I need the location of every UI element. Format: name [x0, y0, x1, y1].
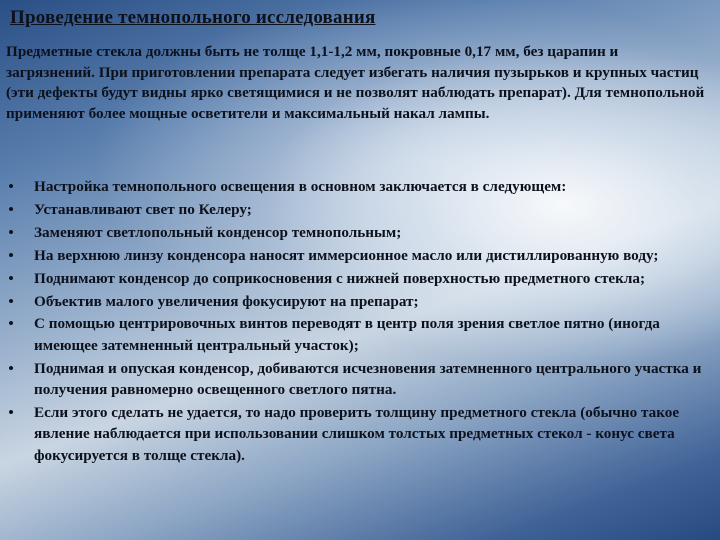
bullet-marker: •	[8, 223, 14, 241]
bullet-text: Объектив малого увеличения фокусируют на препарат;	[34, 292, 419, 310]
bullet-text: Заменяют светлопольный конденсор темнопольным;	[34, 223, 402, 241]
bullet-item	[6, 199, 714, 220]
bullet-item	[6, 245, 714, 266]
bullet-text: Настройка темнопольного освещения в основном заключается в следующем:	[34, 178, 567, 195]
bullet-text: Поднимая и опуская конденсор, добиваются исчезновения затемненного центрального участка и получения равномерно освещенного светлого пятна.	[34, 359, 702, 399]
bullet-item	[6, 402, 714, 466]
bullet-marker: •	[8, 359, 14, 377]
bullet-marker: •	[8, 292, 14, 310]
slide-title: Проведение темнопольного исследования	[10, 7, 376, 28]
bullet-item	[6, 313, 714, 356]
bullet-text: Если этого сделать не удается, то надо проверить толщину предметного стекла (обычно такое явление наблюдается при использовании слишком толстых предметных стекол - конус света фокусируется в толще стекла).	[34, 404, 680, 464]
bullet-item	[6, 176, 714, 197]
bullet-marker: •	[8, 269, 14, 287]
bullet-marker: •	[8, 200, 14, 218]
bullet-text: Устанавливают свет по Келеру;	[34, 200, 252, 218]
bullet-item	[6, 291, 714, 312]
bullet-text: С помощью центрировочных винтов переводят в центр поля зрения светлое пятно (иногда имеющее затемненный центральный участок);	[34, 315, 660, 354]
bullet-marker: •	[8, 404, 14, 422]
bullet-text: Поднимают конденсор до соприкосновения с нижней поверхностью предметного стекла;	[34, 269, 646, 287]
bullet-marker: •	[8, 178, 14, 195]
bullet-item	[6, 222, 714, 243]
bullet-marker: •	[8, 246, 14, 264]
intro-paragraph: Предметные стекла должны быть не толще 1,1-1,2 мм, покровные 0,17 мм, без царапин и загрязнений. При приготовлении препарата следует избегать наличия пузырьков и крупных частиц (эти дефекты будут видны ярко светящимися и не позволят наблюдать препарат). Для темнопольной применяют более мощные осветители и максимальный накал лампы.	[6, 43, 705, 122]
bullet-item	[6, 358, 714, 401]
bullet-text: На верхнюю линзу конденсора наносят иммерсионное масло или дистиллированную воду;	[34, 246, 659, 264]
bullet-marker: •	[8, 315, 14, 333]
bullet-item	[6, 268, 714, 289]
bullet-list	[6, 176, 714, 468]
